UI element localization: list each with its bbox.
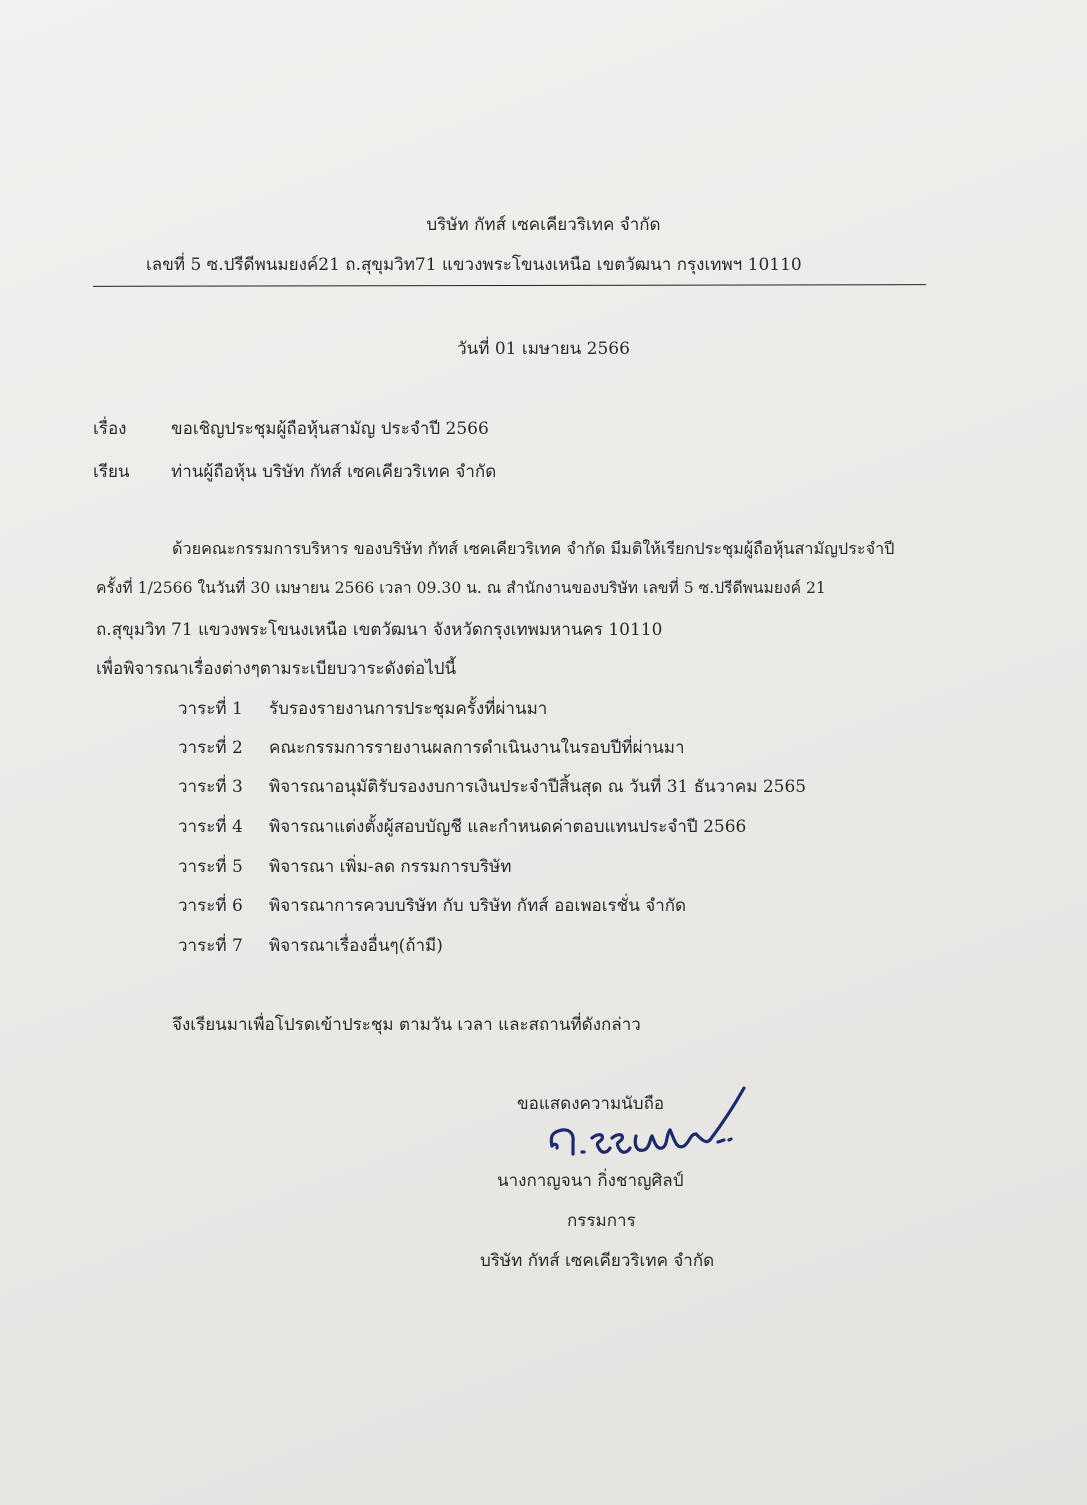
agenda-number: วาระที่ 3 [178,777,243,797]
letterhead-company: บริษัท กัทส์ เซคเคียวริเทค จำกัด [426,215,661,235]
agenda-number: วาระที่ 4 [178,817,243,837]
agenda-number: วาระที่ 2 [178,738,243,758]
regards-text: ขอแสดงความนับถือ [517,1094,665,1114]
agenda-text: พิจารณาอนุมัติรับรองงบการเงินประจำปีสิ้นสุด ณ วันที่ 31 ธันวาคม 2565 [269,777,807,797]
body-line-4: เพื่อพิจารณาเรื่องต่างๆตามระเบียบวาระดังต่อไปนี้ [96,659,457,679]
agenda-number: วาระที่ 7 [178,936,243,956]
agenda-text: พิจารณา เพิ่ม-ลด กรรมการบริษัท [269,857,512,877]
letterhead-address: เลขที่ 5 ซ.ปรีดีพนมยงค์21 ถ.สุขุมวิท71 แขวงพระโขนงเหนือ เขตวัฒนา กรุงเทพฯ 10110 [146,255,802,275]
recipient-text: ท่านผู้ถือหุ้น บริษัท กัทส์ เซคเคียวริเทค จำกัด [171,462,497,482]
agenda-text: รับรองรายงานการประชุมครั้งที่ผ่านมา [269,699,548,719]
agenda-text: พิจารณาแต่งตั้งผู้สอบบัญชี และกำหนดค่าตอบแทนประจำปี 2566 [269,817,747,837]
recipient-label: เรียน [93,462,130,482]
agenda-text: คณะกรรมการรายงานผลการดำเนินงานในรอบปีที่ผ่านมา [269,738,685,758]
agenda-number: วาระที่ 1 [178,699,243,719]
body-line-1: ด้วยคณะกรรมการบริหาร ของบริษัท กัทส์ เซคเคียวริเทค จำกัด มีมติให้เรียกประชุมผู้ถือหุ้นสามัญประจำปี [172,539,895,558]
agenda-text: พิจารณาเรื่องอื่นๆ(ถ้ามี) [269,936,443,956]
signatory-name: นางกาญจนา กิ่งชาญศิลป์ [497,1171,684,1191]
signatory-company: บริษัท กัทส์ เซคเคียวริเทค จำกัด [480,1251,715,1271]
closing-text: จึงเรียนมาเพื่อโปรดเข้าประชุม ตามวัน เวลา และสถานที่ดังกล่าว [172,1015,641,1035]
letterhead-divider [93,284,926,287]
handwritten-signature-icon [540,1080,750,1160]
agenda-number: วาระที่ 5 [178,857,243,877]
subject-text: ขอเชิญประชุมผู้ถือหุ้นสามัญ ประจำปี 2566 [171,419,489,439]
signatory-title: กรรมการ [567,1211,636,1231]
agenda-number: วาระที่ 6 [178,896,243,916]
subject-label: เรื่อง [93,419,127,439]
letter-date: วันที่ 01 เมษายน 2566 [457,339,630,359]
agenda-text: พิจารณาการควบบริษัท กับ บริษัท กัทส์ ออเพอเรชั่น จำกัด [269,896,687,916]
body-line-3: ถ.สุขุมวิท 71 แขวงพระโขนงเหนือ เขตวัฒนา จังหวัดกรุงเทพมหานคร 10110 [96,620,663,640]
body-line-2: ครั้งที่ 1/2566 ในวันที่ 30 เมษายน 2566 เวลา 09.30 น. ณ สำนักงานของบริษัท เลขที่ 5 ซ.ปรีดีพนมยงค์ 21 [96,579,826,597]
